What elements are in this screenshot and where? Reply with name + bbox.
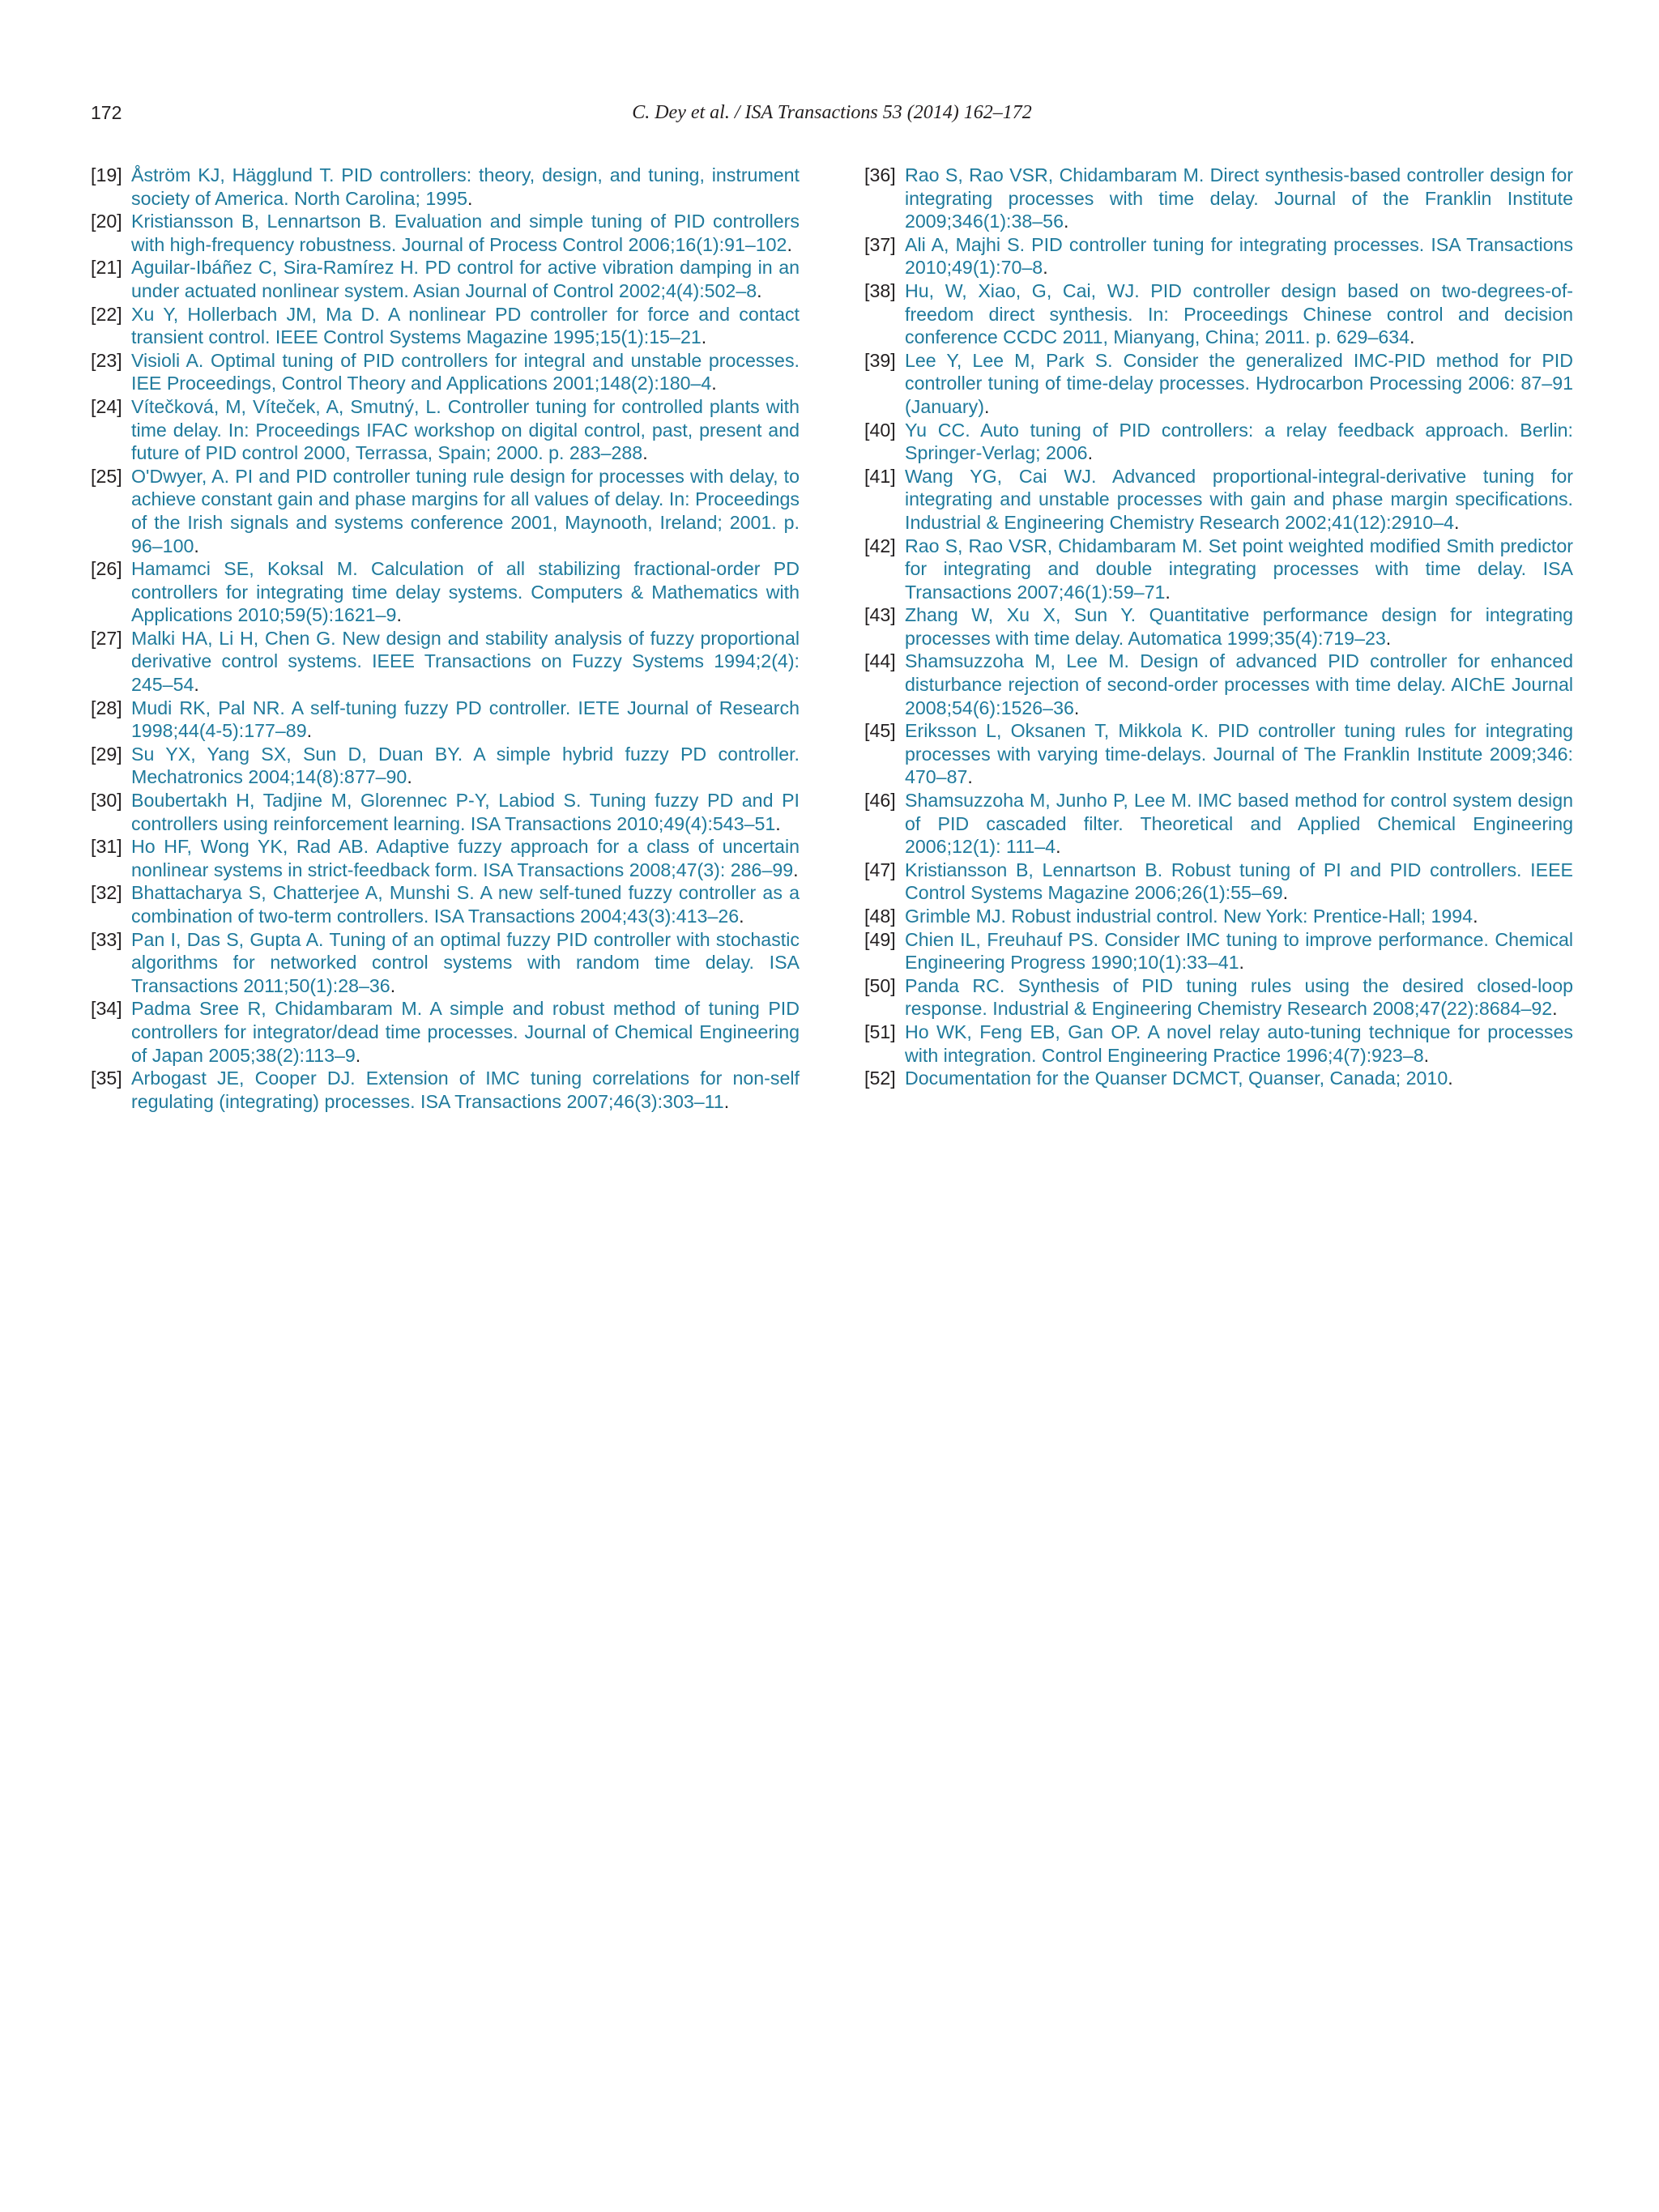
- reference-item: [864, 349, 1573, 419]
- reference-item: [91, 881, 800, 927]
- page-number: 172: [91, 102, 122, 123]
- reference-item: [864, 905, 1573, 928]
- reference-terminal-period: .: [1448, 1068, 1453, 1089]
- reference-link[interactable]: Rao S, Rao VSR, Chidambaram M. Direct synthesis-based controller design for integrating processes with time delay. Journal of the Franklin Institute 2009;346(1):38–56: [905, 164, 1573, 232]
- reference-link-wrapper: [131, 697, 800, 743]
- reference-number: [45]: [864, 720, 896, 742]
- reference-item: [864, 1067, 1573, 1090]
- reference-link-wrapper: [905, 789, 1573, 859]
- reference-link[interactable]: Visioli A. Optimal tuning of PID controllers for integral and unstable processes. IEE Proceedings, Control Theory and Applications 2001;148(2):180–4: [131, 349, 800, 394]
- reference-link[interactable]: Ho HF, Wong YK, Rad AB. Adaptive fuzzy approach for a class of uncertain nonlinear systems in strict-feedback form. ISA Transactions 2008;47(3): 286–99: [131, 836, 800, 880]
- reference-link-wrapper: [905, 719, 1573, 789]
- reference-link[interactable]: Aguilar-Ibáñez C, Sira-Ramírez H. PD control for active vibration damping in an under actuated nonlinear system. Asian Journal of Control 2002;4(4):502–8: [131, 257, 800, 301]
- reference-link-wrapper: [131, 997, 800, 1067]
- reference-link[interactable]: Hamamci SE, Koksal M. Calculation of all stabilizing fractional-order PD controllers for integrating time delay systems. Computers & Mathematics with Applications 2010;59(5):1621–9: [131, 558, 800, 626]
- reference-item: [91, 349, 800, 395]
- reference-item: [91, 835, 800, 881]
- reference-link-wrapper: [131, 557, 800, 627]
- reference-item: [864, 419, 1573, 465]
- reference-item: [864, 279, 1573, 349]
- reference-column-left: [91, 164, 800, 1113]
- reference-terminal-period: .: [407, 766, 412, 788]
- reference-terminal-period: .: [1043, 257, 1048, 279]
- reference-number: [41]: [864, 465, 896, 487]
- reference-link[interactable]: Wang YG, Cai WJ. Advanced proportional-integral-derivative tuning for integrating and unstable processes with gain and phase margin specifications. Industrial & Engineering Chemistry Research 2002;41(12):2910–4: [905, 465, 1573, 533]
- reference-number: [34]: [91, 998, 122, 1020]
- reference-link[interactable]: Grimble MJ. Robust industrial control. New York: Prentice-Hall; 1994: [905, 906, 1473, 927]
- reference-number: [38]: [864, 279, 896, 301]
- reference-link-wrapper: [905, 928, 1573, 974]
- reference-link[interactable]: O'Dwyer, A. PI and PID controller tuning rule design for processes with delay, to achieve constant gain and phase margins for all values of delay. In: Proceedings of the Irish signals and systems conference 2001, Maynooth, Ireland; 2001. p. 96–100: [131, 465, 800, 556]
- reference-terminal-period: .: [355, 1044, 361, 1066]
- reference-number: [24]: [91, 395, 122, 417]
- reference-link-wrapper: [905, 603, 1573, 650]
- reference-link[interactable]: Shamsuzzoha M, Lee M. Design of advanced PID controller for enhanced disturbance rejection of second-order processes with time delay. AIChE Journal 2008;54(6):1526–36: [905, 650, 1573, 718]
- reference-link[interactable]: Kristiansson B, Lennartson B. Evaluation and simple tuning of PID controllers with high-frequency robustness. Journal of Process Control 2006;16(1):91–102: [131, 211, 800, 255]
- reference-terminal-period: .: [1239, 952, 1244, 974]
- reference-item: [91, 164, 800, 210]
- reference-number: [51]: [864, 1021, 896, 1042]
- reference-terminal-period: .: [1552, 998, 1558, 1020]
- reference-item: [864, 465, 1573, 535]
- reference-link[interactable]: Vítečková, M, Vítеček, A, Smutný, L. Controller tuning for controlled plants with time delay. In: Proceedings IFAC workshop on digital control, past, present and future of PID control 2000, Terrassa, Spain; 2000. p. 283–288: [131, 395, 800, 464]
- reference-item: [91, 465, 800, 557]
- reference-link[interactable]: Kristiansson B, Lennartson B. Robust tuning of PI and PID controllers. IEEE Control Systems Magazine 2006;26(1):55–69: [905, 859, 1573, 904]
- reference-link-wrapper: [905, 1067, 1573, 1090]
- reference-terminal-period: .: [1087, 442, 1094, 464]
- reference-link-wrapper: [905, 233, 1573, 279]
- reference-terminal-period: .: [306, 720, 313, 742]
- reference-terminal-period: .: [723, 1090, 730, 1112]
- reference-link[interactable]: Malki HA, Li H, Chen G. New design and stability analysis of fuzzy proportional derivative control systems. IEEE Transactions on Fuzzy Systems 1994;2(4): 245–54: [131, 627, 800, 696]
- reference-item: [91, 303, 800, 349]
- reference-link[interactable]: Ho WK, Feng EB, Gan OP. A novel relay auto-tuning technique for processes with integration. Control Engineering Practice 1996;4(7):923–8: [905, 1021, 1573, 1066]
- reference-link-wrapper: [131, 164, 800, 210]
- reference-link-wrapper: [905, 974, 1573, 1021]
- reference-terminal-period: .: [1385, 627, 1392, 649]
- reference-item: [91, 789, 800, 835]
- reference-item: [864, 974, 1573, 1021]
- reference-terminal-period: .: [701, 326, 707, 348]
- reference-link-wrapper: [131, 928, 800, 998]
- reference-link[interactable]: Zhang W, Xu X, Sun Y. Quantitative performance design for integrating processes with time delay. Automatica 1999;35(4):719–23: [905, 604, 1573, 649]
- reference-link-wrapper: [905, 859, 1573, 905]
- reference-item: [864, 859, 1573, 905]
- reference-link[interactable]: Shamsuzzoha M, Junho P, Lee M. IMC based method for control system design of PID cascaded filter. Theoretical and Applied Chemical Engineering 2006;12(1): 111–4: [905, 790, 1573, 858]
- reference-number: [30]: [91, 790, 122, 812]
- reference-terminal-period: .: [1423, 1044, 1430, 1066]
- reference-terminal-period: .: [642, 442, 648, 464]
- reference-item: [864, 233, 1573, 279]
- reference-column-right: [864, 164, 1573, 1113]
- reference-number: [50]: [864, 974, 896, 996]
- reference-link-wrapper: [131, 1067, 800, 1113]
- reference-item: [91, 627, 800, 697]
- reference-link[interactable]: Documentation for the Quanser DCMCT, Quanser, Canada; 2010: [905, 1068, 1448, 1089]
- reference-item: [864, 1021, 1573, 1067]
- reference-link-wrapper: [905, 279, 1573, 349]
- reference-terminal-period: .: [787, 233, 792, 255]
- reference-item: [864, 164, 1573, 233]
- reference-number: [33]: [91, 928, 122, 950]
- reference-link[interactable]: Xu Y, Hollerbach JM, Ma D. A nonlinear PD controller for force and contact transient control. IEEE Control Systems Magazine 1995;15(1):15–21: [131, 303, 800, 348]
- reference-item: [91, 928, 800, 998]
- reference-link-wrapper: [131, 881, 800, 927]
- reference-terminal-period: .: [467, 187, 473, 209]
- reference-item: [864, 535, 1573, 604]
- reference-link[interactable]: Rao S, Rao VSR, Chidambaram M. Set point weighted modified Smith predictor for integrating and double integrating processes with time delay. ISA Transactions 2007;46(1):59–71: [905, 535, 1573, 603]
- reference-number: [36]: [864, 164, 896, 185]
- reference-link[interactable]: Su YX, Yang SX, Sun D, Duan BY. A simple hybrid fuzzy PD controller. Mechatronics 2004;14(8):877–90: [131, 743, 800, 788]
- reference-number: [47]: [864, 859, 896, 880]
- reference-terminal-period: .: [194, 535, 199, 556]
- reference-link[interactable]: Pan I, Das S, Gupta A. Tuning of an optimal fuzzy PID controller with stochastic algorithms for networked control systems with random time delay. ISA Transactions 2011;50(1):28–36: [131, 928, 800, 996]
- reference-link[interactable]: Åström KJ, Hägglund T. PID controllers: theory, design, and tuning, instrument society of America. North Carolina; 1995: [131, 164, 800, 209]
- reference-number: [22]: [91, 303, 122, 325]
- reference-link[interactable]: Mudi RK, Pal NR. A self-tuning fuzzy PD controller. IETE Journal of Research 1998;44(4-5):177–89: [131, 697, 800, 742]
- reference-number: [46]: [864, 790, 896, 812]
- reference-link[interactable]: Chien IL, Freuhauf PS. Consider IMC tuning to improve performance. Chemical Engineering Progress 1990;10(1):33–41: [905, 928, 1573, 974]
- reference-terminal-period: .: [757, 279, 762, 301]
- reference-link-wrapper: [905, 650, 1573, 719]
- reference-link[interactable]: Lee Y, Lee M, Park S. Consider the generalized IMC-PID method for PID controller tuning of time-delay processes. Hydrocarbon Processing 2006: 87–91 (January): [905, 349, 1573, 417]
- reference-link[interactable]: Yu CC. Auto tuning of PID controllers: a relay feedback approach. Berlin: Springer-Verlag; 2006: [905, 419, 1573, 464]
- reference-item: [91, 1067, 800, 1113]
- reference-item: [91, 997, 800, 1067]
- reference-item: [864, 789, 1573, 859]
- reference-terminal-period: .: [1454, 511, 1460, 533]
- reference-link[interactable]: Boubertakh H, Tadjine M, Glorennec P-Y, Labiod S. Tuning fuzzy PD and PI controllers using reinforcement learning. ISA Transactions 2010;49(4):543–51: [131, 790, 800, 834]
- reference-terminal-period: .: [1282, 882, 1289, 904]
- reference-item: [91, 210, 800, 256]
- reference-terminal-period: .: [1165, 581, 1171, 603]
- reference-link-wrapper: [905, 164, 1573, 233]
- reference-number: [31]: [91, 836, 122, 858]
- reference-terminal-period: .: [390, 974, 396, 996]
- reference-number: [29]: [91, 743, 122, 765]
- reference-terminal-period: .: [967, 766, 973, 788]
- reference-item: [91, 697, 800, 743]
- reference-terminal-period: .: [1410, 326, 1415, 348]
- reference-number: [43]: [864, 604, 896, 626]
- reference-number: [23]: [91, 349, 122, 371]
- reference-item: [91, 395, 800, 465]
- reference-item: [864, 603, 1573, 650]
- reference-link-wrapper: [131, 835, 800, 881]
- reference-number: [21]: [91, 257, 122, 279]
- reference-number: [20]: [91, 211, 122, 232]
- reference-link-wrapper: [131, 210, 800, 256]
- reference-link[interactable]: Panda RC. Synthesis of PID tuning rules using the desired closed-loop response. Industrial & Engineering Chemistry Research 2008;47(22):8684–92: [905, 974, 1573, 1020]
- reference-number: [40]: [864, 419, 896, 441]
- reference-link-wrapper: [905, 905, 1573, 928]
- reference-item: [91, 557, 800, 627]
- running-head: C. Dey et al. / ISA Transactions 53 (2014) 162–172: [632, 102, 1032, 123]
- reference-link-wrapper: [131, 465, 800, 557]
- reference-link-wrapper: [131, 743, 800, 789]
- reference-number: [27]: [91, 627, 122, 649]
- reference-terminal-period: .: [983, 395, 990, 417]
- reference-number: [26]: [91, 558, 122, 580]
- reference-terminal-period: .: [1063, 211, 1069, 232]
- reference-link[interactable]: Eriksson L, Oksanen T, Mikkola K. PID controller tuning rules for integrating processes with varying time-delays. Journal of The Franklin Institute 2009;346: 470–87: [905, 720, 1573, 788]
- reference-terminal-period: .: [396, 604, 402, 626]
- reference-terminal-period: .: [793, 859, 799, 880]
- reference-terminal-period: .: [1073, 697, 1080, 718]
- reference-number: [25]: [91, 465, 122, 487]
- reference-list: [91, 164, 1573, 1113]
- reference-number: [44]: [864, 650, 896, 672]
- reference-number: [37]: [864, 233, 896, 255]
- reference-item: [864, 650, 1573, 719]
- reference-terminal-period: .: [1473, 906, 1478, 927]
- reference-link-wrapper: [131, 789, 800, 835]
- reference-link-wrapper: [131, 395, 800, 465]
- reference-number: [19]: [91, 164, 122, 185]
- reference-terminal-period: .: [711, 373, 717, 394]
- reference-link-wrapper: [905, 419, 1573, 465]
- reference-link-wrapper: [905, 349, 1573, 419]
- reference-number: [52]: [864, 1068, 896, 1089]
- reference-link[interactable]: Hu, W, Xiao, G, Cai, WJ. PID controller design based on two-degrees-of-freedom direct synthesis. In: Proceedings Chinese control and decision conference CCDC 2011, Mianyang, China; 2011. p. 629–634: [905, 279, 1573, 348]
- reference-link[interactable]: Padma Sree R, Chidambaram M. A simple and robust method of tuning PID controllers for integrator/dead time processes. Journal of Chemical Engineering of Japan 2005;38(2):113–9: [131, 998, 800, 1066]
- reference-link[interactable]: Bhattacharya S, Chatterjee A, Munshi S. A new self-tuned fuzzy controller as a combination of two-term controllers. ISA Transactions 2004;43(3):413–26: [131, 882, 800, 927]
- reference-number: [39]: [864, 349, 896, 371]
- page-header: [91, 100, 1573, 125]
- reference-link-wrapper: [905, 1021, 1573, 1067]
- reference-link[interactable]: Ali A, Majhi S. PID controller tuning for integrating processes. ISA Transactions 2010;49(1):70–8: [905, 233, 1573, 279]
- reference-terminal-period: .: [194, 674, 199, 696]
- reference-link-wrapper: [131, 256, 800, 302]
- reference-terminal-period: .: [1056, 836, 1061, 858]
- reference-number: [48]: [864, 906, 896, 927]
- reference-number: [28]: [91, 697, 122, 718]
- reference-number: [35]: [91, 1068, 122, 1089]
- reference-terminal-period: .: [775, 812, 781, 834]
- reference-link-wrapper: [131, 349, 800, 395]
- reference-link-wrapper: [131, 303, 800, 349]
- reference-link[interactable]: Arbogast JE, Cooper DJ. Extension of IMC tuning correlations for non-self regulating (integrating) processes. ISA Transactions 2007;46(3):303–11: [131, 1068, 800, 1112]
- reference-number: [42]: [864, 535, 896, 556]
- reference-item: [91, 256, 800, 302]
- reference-link-wrapper: [131, 627, 800, 697]
- reference-number: [32]: [91, 882, 122, 904]
- reference-item: [91, 743, 800, 789]
- reference-link-wrapper: [905, 465, 1573, 535]
- reference-item: [864, 928, 1573, 974]
- reference-link-wrapper: [905, 535, 1573, 604]
- reference-terminal-period: .: [739, 906, 744, 927]
- reference-item: [864, 719, 1573, 789]
- reference-number: [49]: [864, 928, 896, 950]
